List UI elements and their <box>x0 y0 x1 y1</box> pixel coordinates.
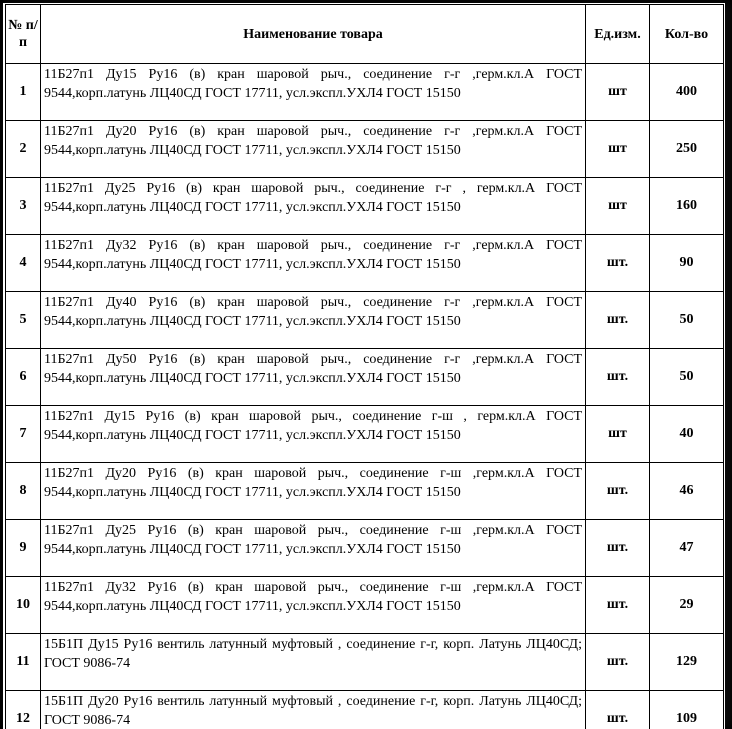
row-unit: шт <box>586 178 650 235</box>
document-page <box>3 3 725 729</box>
row-qty: 29 <box>650 577 724 634</box>
row-num: 12 <box>6 691 41 729</box>
table-row <box>6 691 724 729</box>
row-num: 8 <box>6 463 41 520</box>
row-name: 11Б27п1 Ду32 Ру16 (в) кран шаровой рыч., соединение г-г ,герм.кл.А ГОСТ 9544,корп.латунь ЛЦ40СД ГОСТ 17711, усл.экспл.УХЛ4 ГОСТ 15150 <box>41 235 586 292</box>
row-num: 3 <box>6 178 41 235</box>
row-unit: шт <box>586 64 650 121</box>
row-name: 11Б27п1 Ду25 Ру16 (в) кран шаровой рыч., соединение г-г , герм.кл.А ГОСТ 9544,корп.латунь ЛЦ40СД ГОСТ 17711, усл.экспл.УХЛ4 ГОСТ 15150 <box>41 178 586 235</box>
row-num: 4 <box>6 235 41 292</box>
row-name: 11Б27п1 Ду15 Ру16 (в) кран шаровой рыч., соединение г-г ,герм.кл.А ГОСТ 9544,корп.латунь ЛЦ40СД ГОСТ 17711, усл.экспл.УХЛ4 ГОСТ 15150 <box>41 64 586 121</box>
row-qty: 47 <box>650 520 724 577</box>
row-unit: шт. <box>586 463 650 520</box>
header-num: № п/п <box>6 5 41 64</box>
row-qty: 50 <box>650 292 724 349</box>
row-name: 11Б27п1 Ду20 Ру16 (в) кран шаровой рыч., соединение г-ш ,герм.кл.А ГОСТ 9544,корп.латунь ЛЦ40СД ГОСТ 17711, усл.экспл.УХЛ4 ГОСТ 15150 <box>41 463 586 520</box>
table-row <box>6 64 724 121</box>
row-qty: 160 <box>650 178 724 235</box>
table-row <box>6 121 724 178</box>
row-name: 11Б27п1 Ду50 Ру16 (в) кран шаровой рыч., соединение г-г ,герм.кл.А ГОСТ 9544,корп.латунь ЛЦ40СД ГОСТ 17711, усл.экспл.УХЛ4 ГОСТ 15150 <box>41 349 586 406</box>
row-name: 11Б27п1 Ду20 Ру16 (в) кран шаровой рыч., соединение г-г ,герм.кл.А ГОСТ 9544,корп.латунь ЛЦ40СД ГОСТ 17711, усл.экспл.УХЛ4 ГОСТ 15150 <box>41 121 586 178</box>
row-qty: 250 <box>650 121 724 178</box>
row-name: 15Б1П Ду15 Ру16 вентиль латунный муфтовый , соединение г-г, корп. Латунь ЛЦ40СД; ГОСТ 9086-74 <box>41 634 586 691</box>
row-name: 15Б1П Ду20 Ру16 вентиль латунный муфтовый , соединение г-г, корп. Латунь ЛЦ40СД; ГОСТ 9086-74 <box>41 691 586 729</box>
header-unit: Ед.изм. <box>586 5 650 64</box>
table-row <box>6 577 724 634</box>
row-num: 1 <box>6 64 41 121</box>
row-unit: шт. <box>586 691 650 729</box>
table-row <box>6 463 724 520</box>
row-unit: шт. <box>586 292 650 349</box>
row-qty: 90 <box>650 235 724 292</box>
row-name: 11Б27п1 Ду32 Ру16 (в) кран шаровой рыч., соединение г-ш ,герм.кл.А ГОСТ 9544,корп.латунь ЛЦ40СД ГОСТ 17711, усл.экспл.УХЛ4 ГОСТ 15150 <box>41 577 586 634</box>
row-unit: шт. <box>586 520 650 577</box>
row-qty: 400 <box>650 64 724 121</box>
row-unit: шт. <box>586 634 650 691</box>
row-qty: 50 <box>650 349 724 406</box>
table-header-row <box>6 5 724 64</box>
row-name: 11Б27п1 Ду15 Ру16 (в) кран шаровой рыч., соединение г-ш , герм.кл.А ГОСТ 9544,корп.латунь ЛЦ40СД ГОСТ 17711, усл.экспл.УХЛ4 ГОСТ 15150 <box>41 406 586 463</box>
row-unit: шт. <box>586 577 650 634</box>
goods-table <box>5 4 724 729</box>
row-num: 6 <box>6 349 41 406</box>
table-row <box>6 235 724 292</box>
row-qty: 40 <box>650 406 724 463</box>
table-row <box>6 349 724 406</box>
table-row <box>6 406 724 463</box>
table-row <box>6 520 724 577</box>
row-unit: шт. <box>586 235 650 292</box>
table-row <box>6 178 724 235</box>
row-unit: шт <box>586 121 650 178</box>
row-qty: 129 <box>650 634 724 691</box>
table-row <box>6 634 724 691</box>
row-qty: 109 <box>650 691 724 729</box>
row-num: 11 <box>6 634 41 691</box>
row-name: 11Б27п1 Ду25 Ру16 (в) кран шаровой рыч., соединение г-ш ,герм.кл.А ГОСТ 9544,корп.латунь ЛЦ40СД ГОСТ 17711, усл.экспл.УХЛ4 ГОСТ 15150 <box>41 520 586 577</box>
row-qty: 46 <box>650 463 724 520</box>
row-num: 9 <box>6 520 41 577</box>
row-num: 5 <box>6 292 41 349</box>
header-qty: Кол-во <box>650 5 724 64</box>
row-unit: шт. <box>586 349 650 406</box>
row-name: 11Б27п1 Ду40 Ру16 (в) кран шаровой рыч., соединение г-г ,герм.кл.А ГОСТ 9544,корп.латунь ЛЦ40СД ГОСТ 17711, усл.экспл.УХЛ4 ГОСТ 15150 <box>41 292 586 349</box>
row-num: 7 <box>6 406 41 463</box>
table-row <box>6 292 724 349</box>
row-num: 2 <box>6 121 41 178</box>
row-num: 10 <box>6 577 41 634</box>
header-name: Наименование товара <box>41 5 586 64</box>
row-unit: шт <box>586 406 650 463</box>
